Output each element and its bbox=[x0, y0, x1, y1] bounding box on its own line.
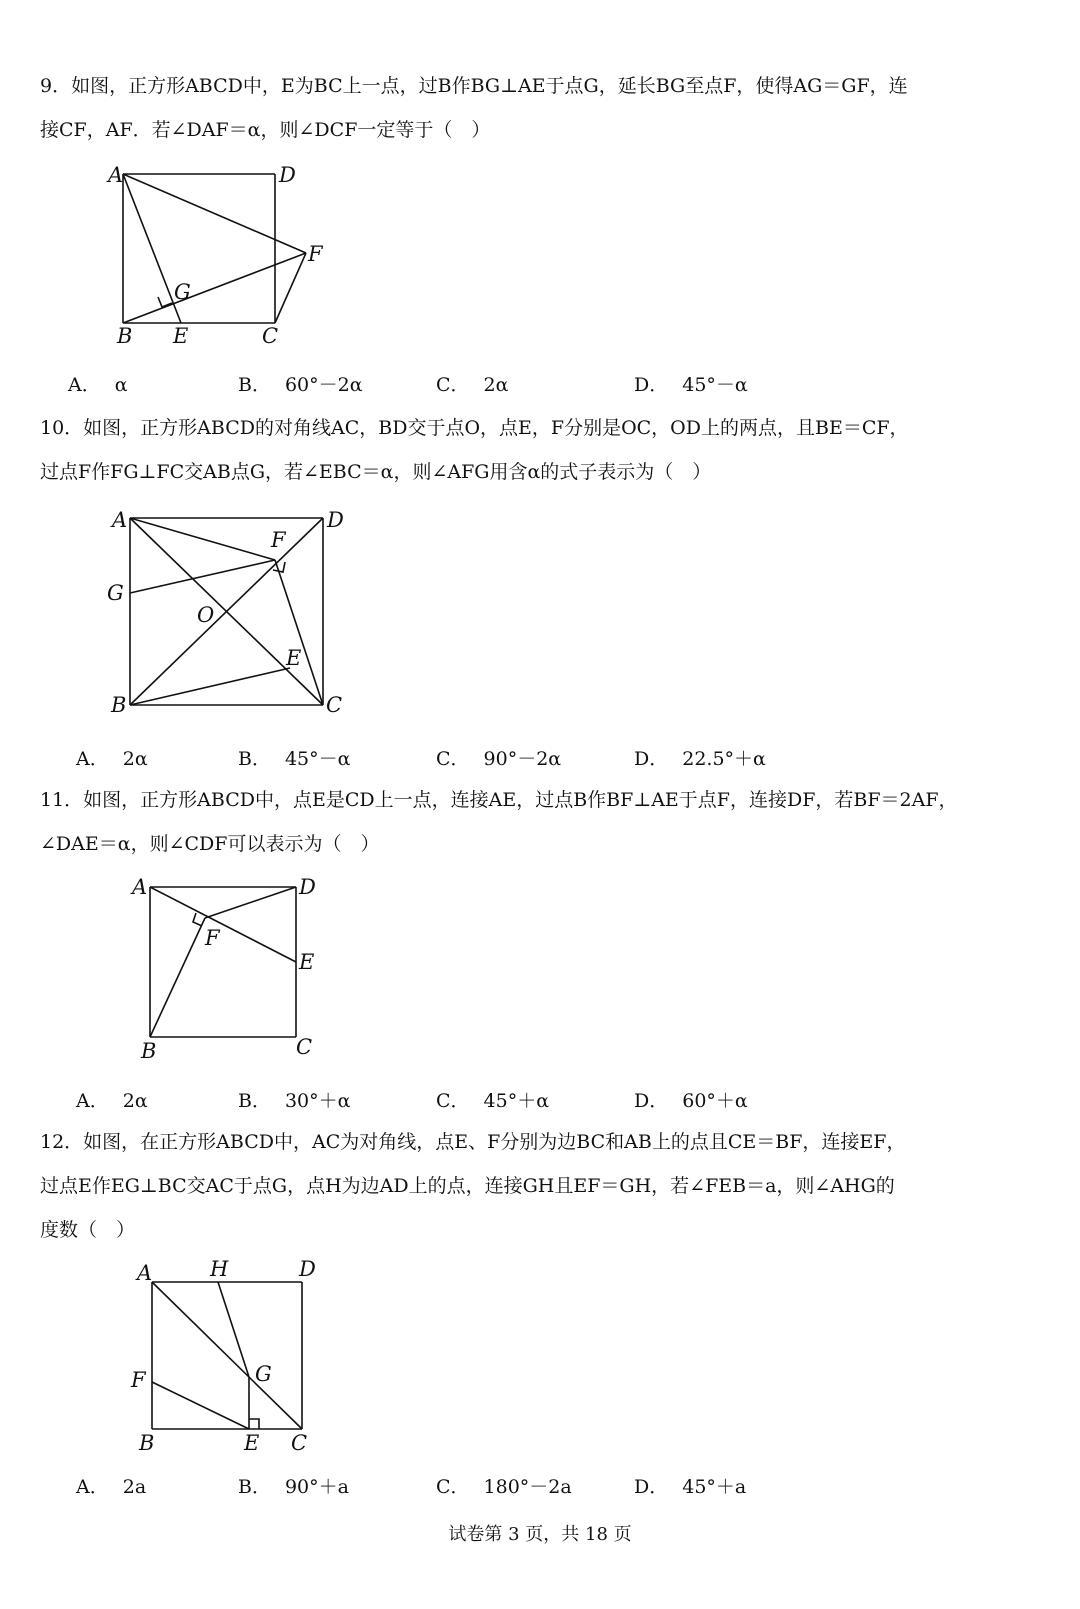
question-12-line-3: 度数（ ） bbox=[40, 1219, 136, 1241]
q10-option-d[interactable]: D． 22.5°＋α bbox=[634, 748, 766, 770]
fig12-diagonal-ac bbox=[152, 1282, 302, 1429]
fig12-label-c: C bbox=[291, 1431, 308, 1455]
fig12-label-f: F bbox=[131, 1368, 146, 1392]
fig11-label-a: A bbox=[132, 875, 148, 899]
fig11-label-f: F bbox=[205, 926, 220, 950]
q11-option-c[interactable]: C． 45°＋α bbox=[436, 1090, 550, 1112]
page-footer: 试卷第 3 页，共 18 页 bbox=[448, 1524, 632, 1545]
q10-option-c[interactable]: C． 90°－2α bbox=[436, 748, 562, 770]
fig9-label-c: C bbox=[262, 324, 279, 348]
fig12-label-a: A bbox=[137, 1261, 153, 1285]
q11-option-d[interactable]: D． 60°＋α bbox=[634, 1090, 748, 1112]
fig11-label-e: E bbox=[299, 950, 315, 974]
q9-option-d[interactable]: D． 45°－α bbox=[634, 374, 748, 396]
question-12-options bbox=[40, 1472, 1040, 1502]
q12-option-b[interactable]: B． 90°＋a bbox=[238, 1476, 349, 1498]
fig9-label-d: D bbox=[279, 163, 296, 187]
question-11-line-2: ∠DAE＝α，则∠CDF可以表示为（ ） bbox=[40, 833, 380, 855]
fig9-label-a: A bbox=[108, 163, 124, 187]
q9-option-b[interactable]: B． 60°－2α bbox=[238, 374, 363, 396]
fig10-label-b: B bbox=[111, 693, 127, 717]
fig9-label-f: F bbox=[308, 242, 323, 266]
q10-option-a[interactable]: A． 2α bbox=[76, 748, 148, 770]
q12-option-c[interactable]: C． 180°－2a bbox=[436, 1476, 572, 1498]
q9-option-a[interactable]: A． α bbox=[68, 374, 128, 396]
fig10-label-c: C bbox=[326, 693, 343, 717]
fig11-label-d: D bbox=[299, 875, 316, 899]
q12-option-d[interactable]: D． 45°＋a bbox=[634, 1476, 747, 1498]
q12-option-a[interactable]: A． 2a bbox=[76, 1476, 147, 1498]
fig11-label-b: B bbox=[141, 1039, 157, 1063]
fig12-label-g: G bbox=[255, 1362, 272, 1386]
fig10-label-a: A bbox=[112, 508, 128, 532]
fig12-label-d: D bbox=[299, 1257, 316, 1281]
fig12-label-b: B bbox=[139, 1431, 155, 1455]
fig11-label-c: C bbox=[296, 1035, 313, 1059]
fig9-label-e: E bbox=[173, 324, 189, 348]
q9-option-c[interactable]: C． 2α bbox=[436, 374, 509, 396]
question-11-line-1: 11．如图，正方形ABCD中，点E是CD上一点，连接AE，过点B作BF⊥AE于点F，连接DF，若BF＝2AF， bbox=[40, 789, 958, 811]
fig10-label-d: D bbox=[327, 508, 344, 532]
question-10-line-2: 过点F作FG⊥FC交AB点G，若∠EBC＝α，则∠AFG用含α的式子表示为（ ） bbox=[40, 461, 712, 483]
question-12-line-1: 12．如图，在正方形ABCD中，AC为对角线，点E、F分别为边BC和AB上的点且CE＝BF，连接EF， bbox=[40, 1131, 906, 1153]
fig12-segment-fe bbox=[152, 1382, 249, 1429]
fig12-right-angle-mark bbox=[249, 1419, 259, 1429]
fig10-label-f: F bbox=[271, 528, 286, 552]
fig9-label-b: B bbox=[117, 324, 133, 348]
fig9-label-g: G bbox=[174, 280, 191, 304]
fig10-label-e: E bbox=[286, 646, 302, 670]
question-12-line-2: 过点E作EG⊥BC交AC于点G，点H为边AD上的点，连接GH且EF＝GH，若∠FEB＝a，则∠AHG的 bbox=[40, 1175, 895, 1197]
fig10-label-g: G bbox=[107, 581, 124, 605]
fig12-label-e: E bbox=[244, 1431, 260, 1455]
fig10-label-o: O bbox=[197, 603, 215, 627]
question-10-line-1: 10．如图，正方形ABCD的对角线AC，BD交于点O，点E，F分别是OC，OD上的两点，且BE＝CF， bbox=[40, 417, 909, 439]
question-9-line-2: 接CF，AF．若∠DAF＝α，则∠DCF一定等于（ ） bbox=[40, 119, 491, 141]
fig12-label-h: H bbox=[210, 1257, 229, 1281]
q10-option-b[interactable]: B． 45°－α bbox=[238, 748, 351, 770]
q11-option-a[interactable]: A． 2α bbox=[76, 1090, 148, 1112]
question-9-line-1: 9．如图，正方形ABCD中，E为BC上一点，过B作BG⊥AE于点G，延长BG至点F，使得AG＝GF，连 bbox=[40, 75, 908, 97]
q11-option-b[interactable]: B． 30°＋α bbox=[238, 1090, 351, 1112]
